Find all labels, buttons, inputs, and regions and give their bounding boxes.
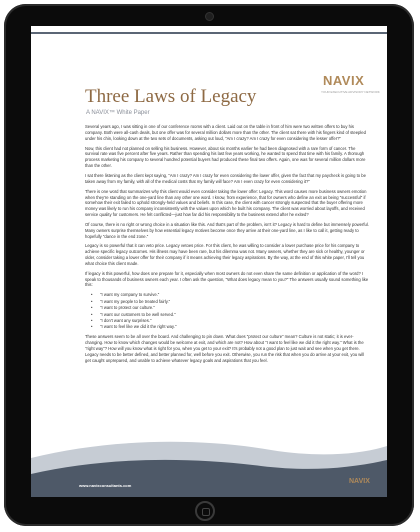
paragraph-8: These answers seem to be all over the board. And challenging to pin down. What does "protect our culture" mean? Culture is not static; it is ever-changing. How to know which changes would be welcome at exit, and which are not? How about "I want to feel like we did it the right way." What is the "right way"? How will you know what is right for you, when you get to your exit? It's probably not a good plan to just wait and see when you get there. Legacy needs to be better defined, and better planned for, well before you exit. Otherwise, you run the risk that when you do arrive at your exit, you will get caught unprepared, and unable to achieve whatever legacy goals and aspirations that you feel. xyxy=(85,334,365,363)
document-title: Three Laws of Legacy xyxy=(85,86,257,107)
document-page[interactable] xyxy=(31,26,387,497)
tablet-frame xyxy=(4,4,414,526)
footer-url: www.navixconsultants.com xyxy=(79,483,132,488)
header-rule xyxy=(31,32,387,34)
paragraph-6: Legacy is so powerful that it can veto price. Legacy vetoes price. For this client, he was willing to consider a lower purchase price for his company to achieve specific legacy outcomes. His illness may have been rare, but his dilemma was not. Many owners, whether they are sick or healthy, younger or older, consider taking a lower offer for their company if it means achieving their legacy aspirations. By the way, at the end of this white paper, I'll tell you what choice this client made. xyxy=(85,243,365,266)
list-item: • "I want to protect our culture." xyxy=(91,305,369,311)
footer-navix-logo: NAVIX xyxy=(349,478,370,485)
paragraph-7: If legacy is this powerful, how does one prepare for it, especially when most owners do not even share the same definition or application of the word? I speak to thousands of business owners each year. I often ask the question, "What does legacy mean to you?" The answers usually sound something like this: xyxy=(85,270,369,288)
home-button[interactable] xyxy=(195,501,215,521)
document-header xyxy=(31,26,387,118)
document-body xyxy=(85,124,369,368)
document-footer xyxy=(31,432,387,497)
camera-lens xyxy=(205,12,214,21)
navix-logo: NAVIX xyxy=(323,73,365,88)
document-subtitle: A NAVIX™ White Paper xyxy=(86,110,150,116)
list-item: • "I want my company to survive." xyxy=(91,292,369,298)
legacy-answers-list xyxy=(85,292,369,330)
paragraph-1: Several years ago, I was sitting in one of our conference rooms with a client. Laid out on the table in front of him were two written offers to buy his company. Both were all-cash deals, but one offer was for several million dollars more than the other. The client sat there with his fingers kind of steepled under his chin, looking down at the two sets of documents, asking out loud, "Am I crazy? Am I crazy for even considering the lesser offer?" xyxy=(85,124,366,141)
list-item: • "I don't want any surprises." xyxy=(91,318,369,324)
list-item: • "I want to feel like we did it the right way." xyxy=(91,324,369,330)
paragraph-4: There is one word that summarizes why this client would even consider taking the lower offer: Legacy. This word causes more business owners emotion when they're standing on the one-yard line than any other one word. I know, from experience, that for owners who define an exit as being "successful" if somehow their exit failed to uphold strongly-held values and beliefs. In this case, the client with cancer strongly suspected that the buyer offering more money was likely to run his company inconsistently with the values upon which he built his company. The client was worried about layoffs, and received service quality for customers. He felt conflicted—just how far did his responsibility to the business extend after he exited? xyxy=(85,188,367,217)
logo-tagline: YOUR EXECUTIVE ADVISORY NETWORK xyxy=(321,90,380,94)
paragraph-5: Of course, there is no right or wrong choice in a situation like this. And that's part of the problem, isn't it? Legacy is hard to define but immensely powerful. Many owners surprise themselves by how essential legacy motives become once they arrive at their one-yard line, as I like to call it, getting ready to hopefully "dance in the end zone." xyxy=(85,221,369,239)
list-item: • "I want my people to be treated fairly." xyxy=(91,299,369,305)
paragraph-2: Now, this client had not planned on selling his business. However, about six months earlier he had been diagnosed with a rare form of cancer. The survival rate was five percent after five years. Rather than spending his last few years working, he wanted to spend that time with his family. A thorough process marketing his company to several hundred potential buyers had produced these final two offers. Again, one was for several million dollars more than the other. xyxy=(85,145,366,168)
list-item: • "I want our customers to be well served." xyxy=(91,312,369,318)
paragraph-3: I sat there listening as the client kept saying, "Am I crazy? Am I crazy for even considering the lower offer, given the fact that my paycheck is going to be taken away from my family, with all of the medical costs that my family will face? Am I even crazy for even considering it?" xyxy=(85,172,366,184)
